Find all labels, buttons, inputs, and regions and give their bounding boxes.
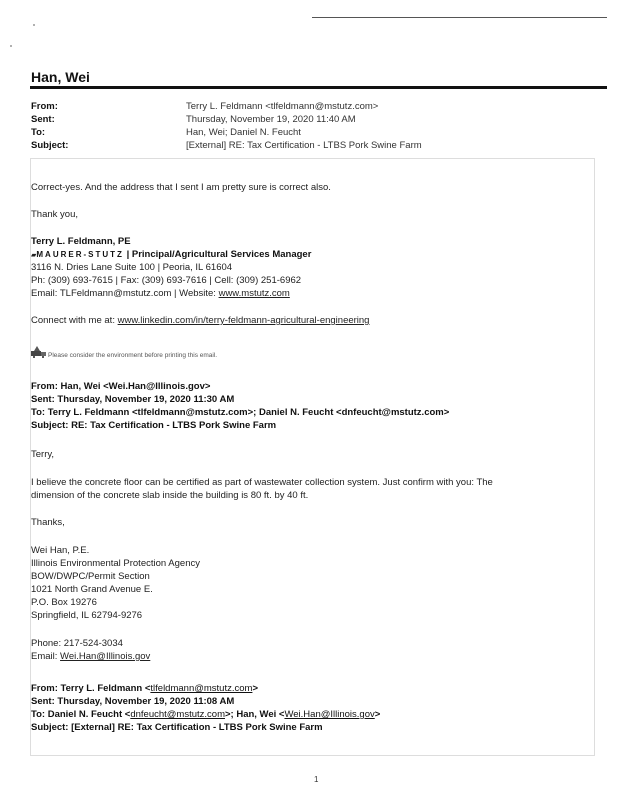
msg3-from-label: From: Terry L. Feldmann < [31, 683, 151, 694]
msg2-sig-line: 1021 North Grand Avenue E. [31, 584, 153, 595]
msg2-phone: Phone: 217-524-3034 [31, 638, 123, 649]
signature-email: Email: TLFeldmann@mstutz.com | Website: [31, 288, 219, 299]
sent-label: Sent: [31, 114, 55, 125]
msg3-sent: Sent: Thursday, November 19, 2020 11:08 AM [31, 696, 235, 707]
reply-closing: Thank you, [31, 209, 78, 220]
signature-email-line [31, 288, 290, 299]
msg2-sig-line: BOW/DWPC/Permit Section [31, 571, 150, 582]
signature-phone: Ph: (309) 693-7615 | Fax: (309) 693-7616 | Cell: (309) 251-6962 [31, 275, 302, 286]
msg2-email-label: Email: [31, 651, 61, 662]
msg2-body-line2: dimension of the concrete slab inside the building is 80 ft. by 40 ft. [31, 490, 309, 501]
linkedin-link[interactable]: www.linkedin.com/in/terry-feldmann-agricultural-engineering [117, 315, 370, 326]
message-body-frame [30, 158, 595, 756]
msg3-from-email-link[interactable]: tlfeldmann@mstutz.com [150, 683, 253, 694]
website-link[interactable]: www.mstutz.com [218, 288, 290, 299]
msg2-sig-line: P.O. Box 19276 [31, 597, 97, 608]
connect-line [31, 315, 369, 326]
top-rule [312, 17, 607, 18]
signature-title-line [31, 249, 311, 260]
title-rule [30, 86, 607, 89]
msg3-to-email-link-1[interactable]: dnfeucht@mstutz.com [130, 709, 225, 720]
msg3-subject: Subject: [External] RE: Tax Certification - LTBS Pork Swine Farm [31, 722, 323, 733]
to-value: Han, Wei; Daniel N. Feucht [186, 127, 301, 138]
document-title: Han, Wei [31, 69, 90, 85]
environment-note: Please consider the environment before printing this email. [48, 352, 218, 359]
msg3-to [31, 709, 380, 720]
sent-value: Thursday, November 19, 2020 11:40 AM [186, 114, 356, 125]
scan-speck [33, 24, 35, 26]
msg2-sig-line: Springfield, IL 62794-9276 [31, 610, 143, 621]
msg3-to-label: To: Daniel N. Feucht < [31, 709, 131, 720]
msg2-sig-line: Illinois Environmental Protection Agency [31, 558, 200, 569]
msg3-from-suffix: > [252, 683, 258, 694]
msg2-from: From: Han, Wei <Wei.Han@Illinois.gov> [31, 381, 211, 392]
msg2-email-link[interactable]: Wei.Han@Illinois.gov [60, 651, 151, 662]
from-value: Terry L. Feldmann <tlfeldmann@mstutz.com> [186, 101, 379, 112]
signature-address: 3116 N. Dries Lane Suite 100 | Peoria, IL 61604 [31, 262, 233, 273]
msg3-to-email-link-2[interactable]: Wei.Han@Illinois.gov [284, 709, 375, 720]
connect-label: Connect with me at: [31, 315, 118, 326]
msg2-sent: Sent: Thursday, November 19, 2020 11:30 AM [31, 394, 235, 405]
msg2-email-line [31, 651, 150, 662]
signature-title: | Principal/Agricultural Services Manager [123, 249, 312, 260]
msg2-closing: Thanks, [31, 517, 65, 528]
environment-truck-icon [31, 346, 47, 358]
msg2-greeting: Terry, [31, 449, 55, 460]
page-number: 1 [314, 775, 319, 784]
msg3-to-mid: >; Han, Wei < [224, 709, 285, 720]
scan-speck [10, 45, 12, 47]
to-label: To: [31, 127, 46, 138]
reply-body: Correct-yes. And the address that I sent I am pretty sure is correct also. [31, 182, 331, 193]
msg2-sig-line: Wei Han, P.E. [31, 545, 90, 556]
subject-value: [External] RE: Tax Certification - LTBS Pork Swine Farm [186, 140, 422, 151]
company-logo-icon: ▰ [31, 252, 37, 259]
subject-label: Subject: [31, 140, 69, 151]
msg3-from [31, 683, 258, 694]
msg2-body-line1: I believe the concrete floor can be certified as part of wastewater collection system. Just confirm with you: The [31, 477, 493, 488]
msg2-subject: Subject: RE: Tax Certification - LTBS Pork Swine Farm [31, 420, 277, 431]
msg3-to-suffix: > [374, 709, 381, 720]
signature-name: Terry L. Feldmann, PE [31, 236, 131, 247]
from-label: From: [31, 101, 58, 112]
company-name: MAURER-STUTZ [36, 250, 124, 259]
msg2-to: To: Terry L. Feldmann <tlfeldmann@mstutz.com>; Daniel N. Feucht <dnfeucht@mstutz.com> [31, 407, 450, 418]
